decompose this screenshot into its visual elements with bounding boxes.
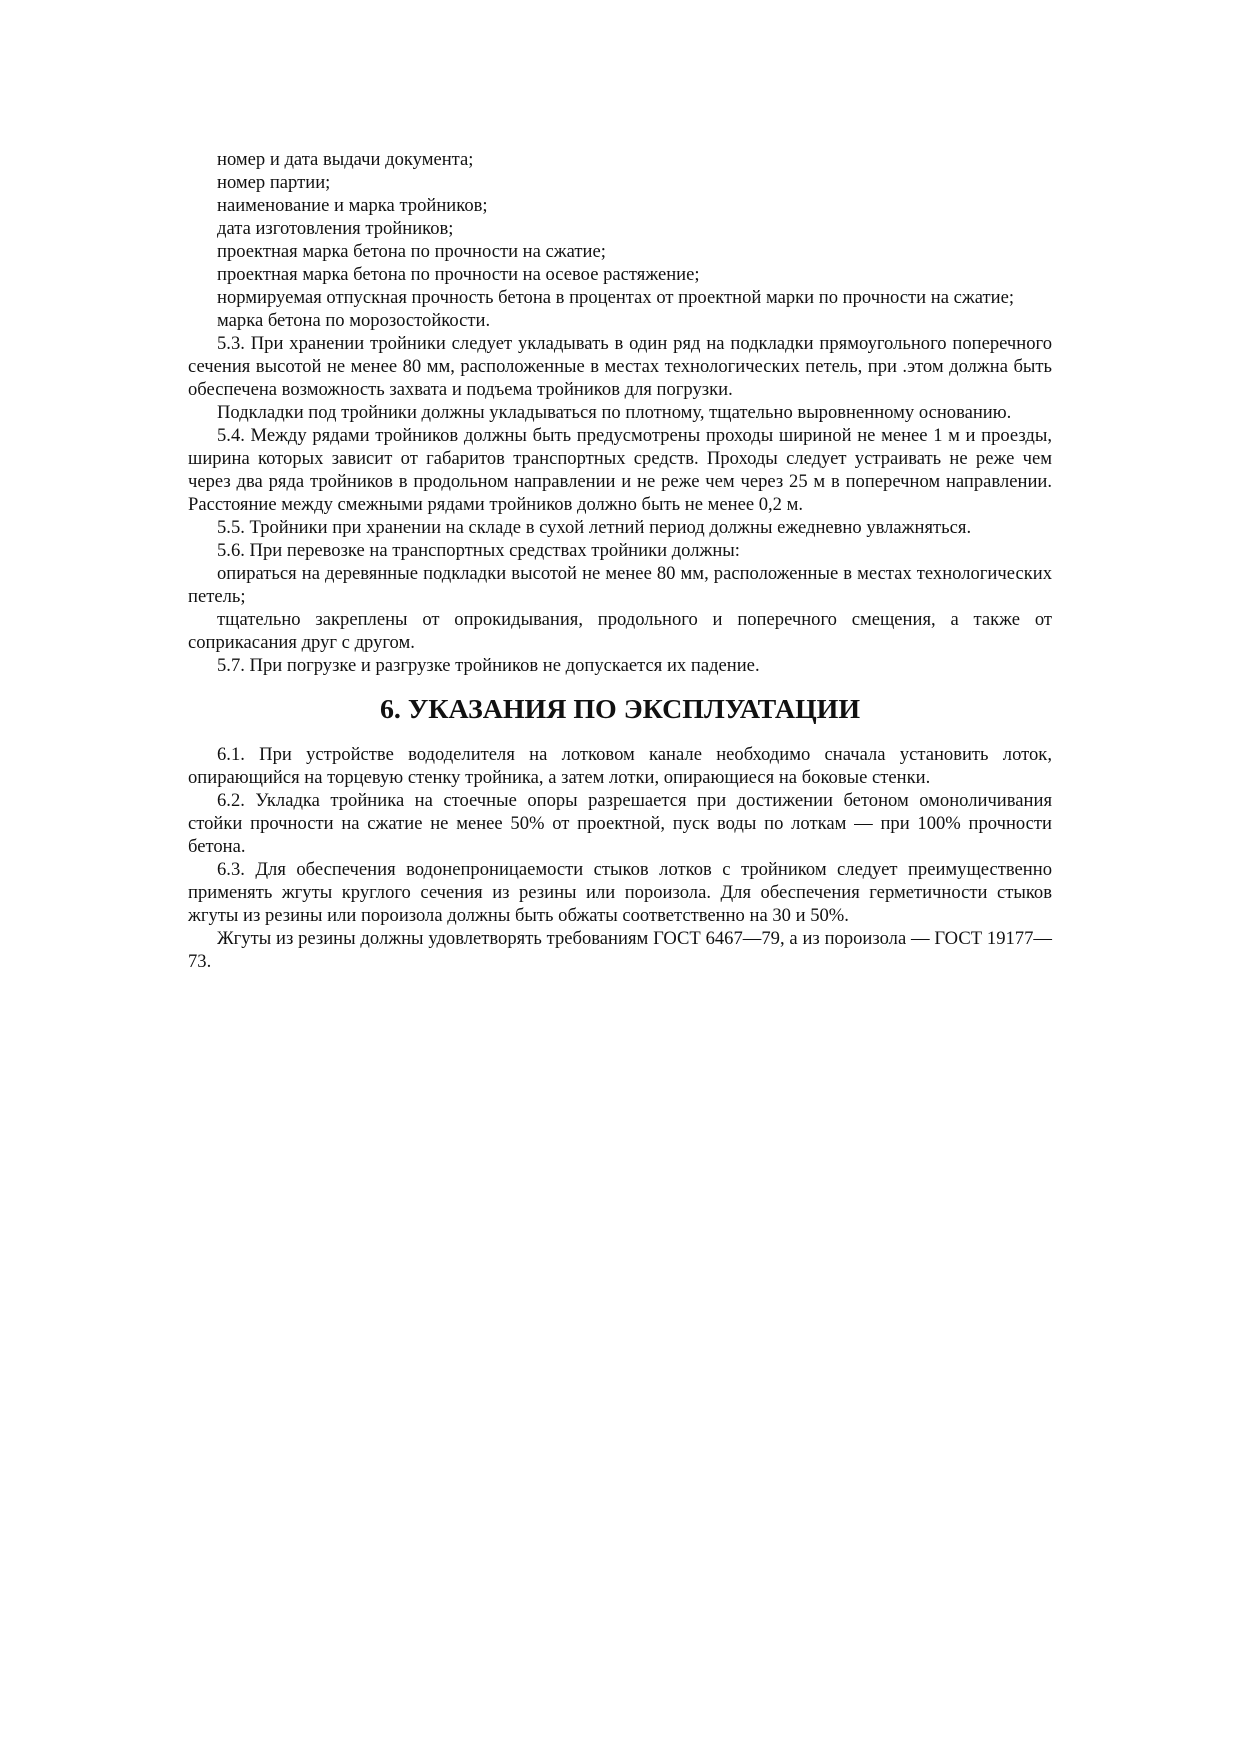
- paragraph-6-3-gost: Жгуты из резины должны удовлетворять требованиям ГОСТ 6467—79, а из пороизола — ГОСТ 19177—73.: [188, 928, 1052, 972]
- list-item-frost-grade: марка бетона по морозостойкости.: [217, 310, 491, 331]
- list-item-name-and-grade: наименование и марка тройников;: [217, 195, 488, 216]
- list-item-document-number: номер и дата выдачи документа;: [217, 149, 474, 170]
- section-5-continuation: [188, 148, 1052, 677]
- paragraph-5-3-supports: Подкладки под тройники должны укладываться по плотному, тщательно выровненному основанию.: [217, 402, 1012, 423]
- section-6: [188, 743, 1052, 973]
- paragraph-5-3: 5.3. При хранении тройники следует укладывать в один ряд на подкладки прямоугольного поперечного сечения высотой не менее 80 мм, расположенные в местах технологических петель, при .этом должна быть обеспечена возможность захвата и подъема тройников для погрузки.: [188, 333, 1052, 400]
- paragraph-6-3: 6.3. Для обеспечения водонепроницаемости стыков лотков с тройником следует преимущественно применять жгуты круглого сечения из резины или пороизола. Для обеспечения герметичности стыков жгуты из резины или пороизола должны быть обжаты соответственно на 30 и 50%.: [188, 859, 1052, 926]
- paragraph-5-6-item-supports: опираться на деревянные подкладки высотой не менее 80 мм, расположенные в местах технологических петель;: [188, 563, 1052, 607]
- paragraph-5-4: 5.4. Между рядами тройников должны быть предусмотрены проходы шириной не менее 1 м и проезды, ширина которых зависит от габаритов транспортных средств. Проходы следует устраивать не реже чем через два ряда тройников в продольном направлении и не реже чем через 25 м в поперечном направлении. Расстояние между смежными рядами тройников должно быть не менее 0,2 м.: [188, 425, 1052, 515]
- section-6-heading: 6. УКАЗАНИЯ ПО ЭКСПЛУАТАЦИИ: [379, 694, 861, 725]
- list-item-release-strength: нормируемая отпускная прочность бетона в процентах от проектной марки по прочности на сжатие;: [217, 287, 1014, 308]
- list-item-manufacture-date: дата изготовления тройников;: [217, 218, 454, 239]
- paragraph-5-5: 5.5. Тройники при хранении на складе в сухой летний период должны ежедневно увлажняться.: [217, 517, 972, 538]
- document-page: [188, 148, 1052, 973]
- paragraph-6-2: 6.2. Укладка тройника на стоечные опоры разрешается при достижении бетоном омоноличивания стойки прочности на сжатие не менее 50% от проектной, пуск воды по лоткам — при 100% прочности бетона.: [188, 790, 1052, 857]
- paragraph-6-1: 6.1. При устройстве вододелителя на лотковом канале необходимо сначала установить лоток, опирающийся на торцевую стенку тройника, а затем лотки, опирающиеся на боковые стенки.: [188, 744, 1052, 788]
- paragraph-5-6-item-fixing: тщательно закреплены от опрокидывания, продольного и поперечного смещения, а также от соприкасания друг с другом.: [188, 609, 1052, 653]
- paragraph-5-6: 5.6. При перевозке на транспортных средствах тройники должны:: [217, 540, 740, 561]
- list-item-batch-number: номер партии;: [217, 172, 331, 193]
- list-item-compressive-grade: проектная марка бетона по прочности на сжатие;: [217, 241, 606, 262]
- paragraph-5-7: 5.7. При погрузке и разгрузке тройников не допускается их падение.: [217, 655, 760, 676]
- list-item-tensile-grade: проектная марка бетона по прочности на осевое растяжение;: [217, 264, 700, 285]
